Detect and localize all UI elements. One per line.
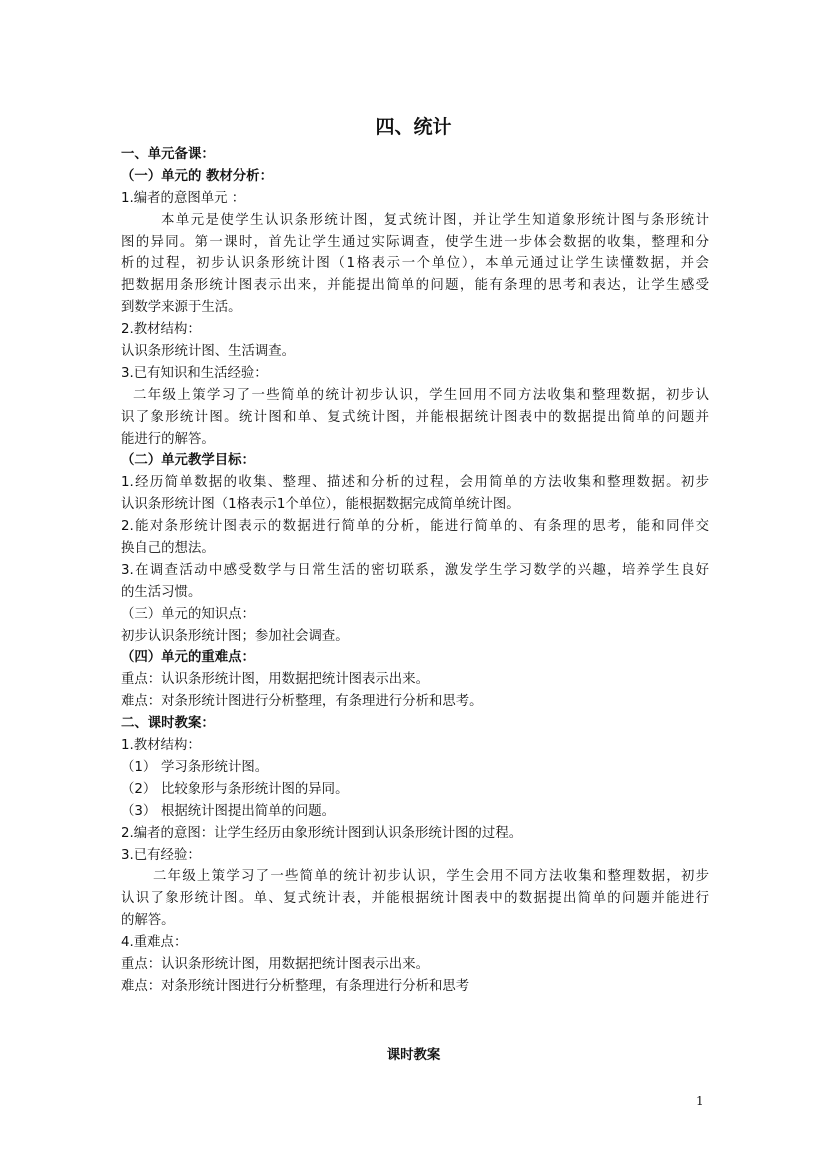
paragraph-line: 认识条形统计图（1格表示1个单位），能根据数据完成简单统计图。 [121,497,520,513]
subsection-heading-analysis: （一）单元的 教材分析： [121,168,273,184]
paragraph-line: 3.在调查活动中感受数学与日常生活的密切联系，激发学生学习数学的兴趣，培养学生良好 [121,562,709,578]
list-item [121,801,709,823]
paragraph-line: 2.编者的意图：让学生经历由象形统计图到认识条形统计图的过程。 [121,825,523,841]
paragraph-line: 换自己的想法。 [121,541,215,557]
paragraph-line: 初步认识条形统计图；参加社会调查。 [121,628,349,644]
paragraph-line: 的解答。 [121,913,175,929]
lesson-plan-title: 课时教案 [386,1048,441,1063]
section-heading-lesson-plan: 二、课时教案： [121,716,215,732]
paragraph-line: 把数据用条形统计图表示出来，并能提出简单的问题，能有条理的思考和表达，让学生感受 [121,278,709,294]
item-label-experience: 3.已有经验： [121,847,201,863]
paragraph-line: 的生活习惯。 [121,584,202,600]
subsection-heading-key-points: （四）单元的重难点： [121,650,255,666]
item-label-structure: 2.教材结构： [121,322,201,338]
list-text: 比较象形与条形统计图的异同。 [161,781,349,797]
paragraph-line: 到数学来源于生活。 [121,300,242,316]
item-label-structure: 1.教材结构： [121,738,201,754]
list-number: （2） [121,781,157,797]
paragraph-line: 重点：认识条形统计图，用数据把统计图表示出来。 [121,672,429,688]
paragraph-line: 2.能对条形统计图表示的数据进行简单的分析，能进行简单的、有条理的思考，能和同伴交 [121,519,709,535]
subsection-heading-knowledge: （三）单元的知识点： [121,606,255,622]
paragraph-line: 能进行的解答。 [121,431,215,447]
document-body [121,144,709,998]
subsection-heading-goals: （二）单元教学目标： [121,453,255,469]
paragraph-line: 析的过程，初步认识条形统计图（1格表示一个单位），本单元通过让学生读懂数据，并会 [121,256,709,272]
page-title: 四、统计 [375,116,452,138]
paragraph-line: 二年级上策学习了一些简单的统计初步认识，学生会用不同方法收集和整理数据，初步 [153,869,709,885]
paragraph-line: 1.经历简单数据的收集、整理、描述和分析的过程，会用简单的方法收集和整理数据。初步 [121,475,709,491]
item-label-intent: 1.编者的意图单元 ： [121,190,246,206]
paragraph-line: 识了象形统计图。统计图和单、复式统计图，并能根据统计图表中的数据提出简单的问题并 [121,409,709,425]
list-item [121,757,709,779]
paragraph-line: 重点：认识条形统计图，用数据把统计图表示出来。 [121,956,429,972]
paragraph-line: 图的异同。第一课时，首先让学生通过实际调查，使学生进一步体会数据的收集，整理和分 [121,234,709,250]
paragraph-line: 难点：对条形统计图进行分析整理，有条理进行分析和思考。 [121,694,483,710]
page-number: 1 [696,1094,704,1108]
list-item [121,779,709,801]
list-text: 学习条形统计图。 [161,759,269,775]
paragraph-line: 难点：对条形统计图进行分析整理，有条理进行分析和思考 [121,978,470,994]
item-label-key-points: 4.重难点： [121,935,188,951]
paragraph-line: 认识了象形统计图。单、复式统计表，并能根据统计图表中的数据提出简单的问题并能进行 [121,891,709,907]
paragraph-line: 本单元是使学生认识条形统计图，复式统计图，并让学生知道象形统计图与条形统计 [161,212,709,228]
list-number: （3） [121,803,157,819]
list-number: （1） [121,759,157,775]
section-heading-unit-prep: 一、单元备课： [121,147,215,162]
item-label-experience: 3.已有知识和生活经验： [121,365,268,381]
paragraph-line: 二年级上策学习了一些简单的统计初步认识，学生回用不同方法收集和整理数据，初步认 [133,387,709,403]
paragraph-line: 认识条形统计图、生活调查。 [121,344,296,360]
list-text: 根据统计图提出简单的问题。 [161,803,336,819]
